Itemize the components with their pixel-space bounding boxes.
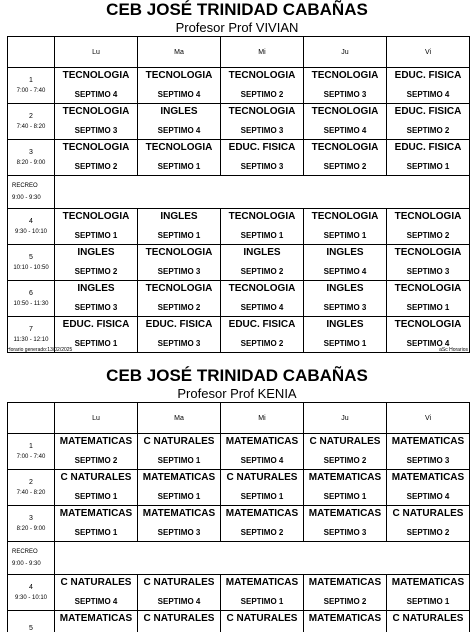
lesson-cell: [55, 575, 138, 611]
lesson-cell: [304, 209, 387, 245]
period-row: [8, 104, 470, 140]
lesson-cell: [221, 68, 304, 104]
lesson-cell: [221, 317, 304, 353]
recess-row: [8, 176, 470, 209]
subject-name: MATEMATICAS: [308, 472, 382, 483]
lesson-cell: [387, 104, 470, 140]
group-name: SEPTIMO 2: [406, 231, 450, 240]
corner-cell: [8, 37, 55, 68]
group-name: SEPTIMO 3: [323, 90, 367, 99]
subject-name: MATEMATICAS: [59, 508, 133, 519]
period-time: 9:30 - 10:10: [14, 594, 48, 601]
lesson-cell: [304, 104, 387, 140]
group-name: SEPTIMO 3: [406, 456, 450, 465]
group-name: SEPTIMO 3: [240, 126, 284, 135]
period-row: [8, 611, 470, 632]
period-number: 4: [29, 583, 33, 591]
subject-name: MATEMATICAS: [391, 472, 465, 483]
subject-name: C NATURALES: [392, 613, 464, 624]
group-name: SEPTIMO 4: [323, 267, 367, 276]
period-cell: [8, 281, 55, 317]
group-name: SEPTIMO 3: [157, 339, 201, 348]
lesson-cell: [138, 209, 221, 245]
subject-name: TECNOLOGIA: [62, 142, 130, 153]
period-row: [8, 434, 470, 470]
subject-name: TECNOLOGIA: [145, 247, 213, 258]
subject-name: TECNOLOGIA: [62, 106, 130, 117]
lesson-cell: [221, 140, 304, 176]
period-number: 6: [29, 289, 33, 297]
subject-name: EDUC. FISICA: [145, 319, 213, 330]
subject-name: TECNOLOGIA: [311, 106, 379, 117]
lesson-cell: [304, 140, 387, 176]
group-name: SEPTIMO 4: [157, 90, 201, 99]
subject-name: MATEMATICAS: [308, 613, 382, 624]
subject-name: MATEMATICAS: [142, 508, 216, 519]
period-number: 5: [29, 253, 33, 261]
lesson-cell: [304, 506, 387, 542]
group-name: SEPTIMO 4: [240, 303, 284, 312]
day-header: Ma: [138, 403, 221, 434]
lesson-cell: [138, 434, 221, 470]
lesson-cell: [387, 575, 470, 611]
generated-date: Horario generado:13/02/2025: [7, 347, 73, 353]
subject-name: TECNOLOGIA: [311, 70, 379, 81]
group-name: SEPTIMO 3: [323, 528, 367, 537]
subject-name: MATEMATICAS: [308, 577, 382, 588]
group-name: SEPTIMO 2: [323, 162, 367, 171]
subject-name: EDUC. FISICA: [394, 70, 462, 81]
recess-time: 9:00 - 9:30: [12, 561, 41, 567]
subject-name: INGLES: [326, 283, 364, 294]
lesson-cell: [304, 470, 387, 506]
lesson-cell: [55, 245, 138, 281]
group-name: SEPTIMO 3: [157, 267, 201, 276]
lesson-cell: [387, 611, 470, 632]
subject-name: TECNOLOGIA: [145, 70, 213, 81]
software-credit: aSc Horarios: [439, 347, 468, 353]
group-name: SEPTIMO 2: [240, 339, 284, 348]
recess-time: 9:00 - 9:30: [12, 195, 41, 201]
subject-name: TECNOLOGIA: [145, 142, 213, 153]
day-header: Vi: [387, 403, 470, 434]
subject-name: TECNOLOGIA: [311, 142, 379, 153]
group-name: SEPTIMO 1: [406, 303, 450, 312]
subject-name: MATEMATICAS: [142, 472, 216, 483]
day-header: Mi: [221, 403, 304, 434]
lesson-cell: [138, 470, 221, 506]
lesson-cell: [387, 470, 470, 506]
period-cell: [8, 470, 55, 506]
day-header: Ju: [304, 37, 387, 68]
group-name: SEPTIMO 3: [74, 126, 118, 135]
school-title: CEB JOSÉ TRINIDAD CABAÑAS: [106, 366, 368, 385]
period-time: 9:30 - 10:10: [14, 228, 48, 235]
recess-label: RECREO: [12, 183, 38, 189]
group-name: SEPTIMO 2: [240, 90, 284, 99]
period-cell: [8, 245, 55, 281]
lesson-cell: [221, 506, 304, 542]
group-name: SEPTIMO 1: [157, 456, 201, 465]
group-name: SEPTIMO 2: [74, 162, 118, 171]
subject-name: TECNOLOGIA: [145, 283, 213, 294]
subject-name: MATEMATICAS: [225, 436, 299, 447]
subject-name: EDUC. FISICA: [228, 319, 296, 330]
period-cell: [8, 140, 55, 176]
group-name: SEPTIMO 2: [406, 528, 450, 537]
period-number: 2: [29, 112, 33, 120]
period-cell: [8, 506, 55, 542]
period-cell: [8, 575, 55, 611]
period-time: 7:00 - 7:40: [16, 453, 46, 460]
group-name: SEPTIMO 4: [157, 597, 201, 606]
timetable: [7, 402, 470, 632]
subject-name: MATEMATICAS: [59, 613, 133, 624]
group-name: SEPTIMO 1: [323, 492, 367, 501]
group-name: SEPTIMO 2: [74, 456, 118, 465]
lesson-cell: [221, 434, 304, 470]
day-header: Mi: [221, 37, 304, 68]
timetable: [7, 36, 470, 353]
subject-name: MATEMATICAS: [391, 436, 465, 447]
teacher-name: Profesor Prof KENIA: [177, 386, 297, 401]
lesson-cell: [221, 575, 304, 611]
subject-name: EDUC. FISICA: [228, 142, 296, 153]
group-name: SEPTIMO 1: [157, 492, 201, 501]
period-cell: [8, 209, 55, 245]
group-name: SEPTIMO 1: [406, 597, 450, 606]
group-name: SEPTIMO 2: [323, 597, 367, 606]
subject-name: INGLES: [326, 319, 364, 330]
lesson-cell: [138, 506, 221, 542]
group-name: SEPTIMO 1: [240, 231, 284, 240]
group-name: SEPTIMO 4: [323, 126, 367, 135]
subject-name: TECNOLOGIA: [228, 70, 296, 81]
period-row: [8, 317, 470, 353]
subject-name: EDUC. FISICA: [394, 106, 462, 117]
lesson-cell: [387, 434, 470, 470]
period-cell: [8, 68, 55, 104]
group-name: SEPTIMO 2: [240, 528, 284, 537]
subject-name: C NATURALES: [143, 436, 215, 447]
group-name: SEPTIMO 3: [406, 267, 450, 276]
period-time: 10:50 - 11:30: [13, 300, 49, 307]
lesson-cell: [304, 68, 387, 104]
lesson-cell: [221, 611, 304, 632]
group-name: SEPTIMO 1: [240, 492, 284, 501]
subject-name: EDUC. FISICA: [394, 142, 462, 153]
lesson-cell: [138, 281, 221, 317]
lesson-cell: [304, 575, 387, 611]
lesson-cell: [55, 281, 138, 317]
subject-name: MATEMATICAS: [225, 577, 299, 588]
period-number: 2: [29, 478, 33, 486]
lesson-cell: [387, 140, 470, 176]
subject-name: C NATURALES: [143, 613, 215, 624]
group-name: SEPTIMO 1: [406, 162, 450, 171]
period-number: 3: [29, 148, 33, 156]
day-header-row: [8, 37, 470, 68]
corner-cell: [8, 403, 55, 434]
period-time: 7:00 - 7:40: [16, 87, 46, 94]
group-name: SEPTIMO 4: [240, 456, 284, 465]
subject-name: C NATURALES: [143, 577, 215, 588]
lesson-cell: [138, 575, 221, 611]
lesson-cell: [138, 68, 221, 104]
period-time: 7:40 - 8:20: [16, 123, 46, 130]
recess-label: RECREO: [12, 549, 38, 555]
period-row: [8, 281, 470, 317]
recess-row: [8, 542, 470, 575]
group-name: SEPTIMO 4: [406, 339, 450, 348]
lesson-cell: [221, 104, 304, 140]
period-time: 11:30 - 12:10: [13, 336, 49, 343]
lesson-cell: [387, 506, 470, 542]
group-name: SEPTIMO 1: [74, 231, 118, 240]
subject-name: INGLES: [77, 283, 115, 294]
period-number: 5: [29, 624, 33, 632]
subject-name: TECNOLOGIA: [394, 211, 462, 222]
period-row: [8, 470, 470, 506]
subject-name: MATEMATICAS: [391, 577, 465, 588]
subject-name: C NATURALES: [392, 508, 464, 519]
subject-name: TECNOLOGIA: [394, 247, 462, 258]
lesson-cell: [55, 434, 138, 470]
subject-name: EDUC. FISICA: [62, 319, 130, 330]
subject-name: C NATURALES: [226, 613, 298, 624]
subject-name: C NATURALES: [226, 472, 298, 483]
recess-empty: [55, 542, 470, 575]
lesson-cell: [221, 209, 304, 245]
recess-empty: [55, 176, 470, 209]
subject-name: TECNOLOGIA: [62, 70, 130, 81]
group-name: SEPTIMO 2: [240, 267, 284, 276]
recess-label-cell: [8, 542, 55, 575]
lesson-cell: [138, 245, 221, 281]
subject-name: C NATURALES: [60, 472, 132, 483]
period-row: [8, 68, 470, 104]
school-title: CEB JOSÉ TRINIDAD CABAÑAS: [106, 0, 368, 19]
lesson-cell: [138, 317, 221, 353]
period-number: 1: [29, 76, 33, 84]
lesson-cell: [221, 470, 304, 506]
subject-name: TECNOLOGIA: [228, 283, 296, 294]
group-name: SEPTIMO 1: [157, 162, 201, 171]
period-cell: [8, 104, 55, 140]
lesson-cell: [387, 209, 470, 245]
subject-name: INGLES: [160, 211, 198, 222]
teacher-name: Profesor Prof VIVIAN: [175, 20, 299, 35]
group-name: SEPTIMO 3: [240, 162, 284, 171]
group-name: SEPTIMO 1: [323, 231, 367, 240]
period-row: [8, 245, 470, 281]
lesson-cell: [304, 281, 387, 317]
subject-name: MATEMATICAS: [59, 436, 133, 447]
group-name: SEPTIMO 1: [323, 339, 367, 348]
group-name: SEPTIMO 3: [323, 303, 367, 312]
subject-name: MATEMATICAS: [225, 508, 299, 519]
lesson-cell: [387, 281, 470, 317]
group-name: SEPTIMO 3: [157, 528, 201, 537]
group-name: SEPTIMO 1: [74, 492, 118, 501]
group-name: SEPTIMO 4: [74, 597, 118, 606]
subject-name: TECNOLOGIA: [394, 319, 462, 330]
period-time: 8:20 - 9:00: [16, 525, 46, 532]
period-row: [8, 575, 470, 611]
period-time: 7:40 - 8:20: [16, 489, 46, 496]
group-name: SEPTIMO 2: [323, 456, 367, 465]
day-header: Ju: [304, 403, 387, 434]
subject-name: C NATURALES: [309, 436, 381, 447]
lesson-cell: [55, 68, 138, 104]
period-number: 3: [29, 514, 33, 522]
subject-name: MATEMATICAS: [308, 508, 382, 519]
subject-name: TECNOLOGIA: [394, 283, 462, 294]
lesson-cell: [55, 506, 138, 542]
group-name: SEPTIMO 1: [74, 339, 118, 348]
group-name: SEPTIMO 2: [157, 303, 201, 312]
day-header: Lu: [55, 403, 138, 434]
group-name: SEPTIMO 2: [74, 267, 118, 276]
group-name: SEPTIMO 4: [157, 126, 201, 135]
lesson-cell: [55, 209, 138, 245]
lesson-cell: [138, 140, 221, 176]
lesson-cell: [221, 281, 304, 317]
lesson-cell: [304, 317, 387, 353]
subject-name: TECNOLOGIA: [311, 211, 379, 222]
subject-name: TECNOLOGIA: [62, 211, 130, 222]
lesson-cell: [55, 470, 138, 506]
subject-name: TECNOLOGIA: [228, 106, 296, 117]
lesson-cell: [55, 611, 138, 632]
group-name: SEPTIMO 4: [406, 90, 450, 99]
lesson-cell: [304, 245, 387, 281]
period-number: 1: [29, 442, 33, 450]
group-name: SEPTIMO 4: [74, 90, 118, 99]
lesson-cell: [387, 245, 470, 281]
day-header: Vi: [387, 37, 470, 68]
lesson-cell: [304, 611, 387, 632]
group-name: SEPTIMO 1: [240, 597, 284, 606]
lesson-cell: [138, 611, 221, 632]
group-name: SEPTIMO 2: [406, 126, 450, 135]
subject-name: C NATURALES: [60, 577, 132, 588]
period-row: [8, 506, 470, 542]
subject-name: INGLES: [326, 247, 364, 258]
group-name: SEPTIMO 1: [74, 528, 118, 537]
period-time: 8:20 - 9:00: [16, 159, 46, 166]
period-number: 4: [29, 217, 33, 225]
lesson-cell: [138, 104, 221, 140]
period-row: [8, 209, 470, 245]
period-cell: [8, 611, 55, 632]
lesson-cell: [304, 434, 387, 470]
day-header: Lu: [55, 37, 138, 68]
period-time: 10:10 - 10:50: [13, 264, 49, 271]
group-name: SEPTIMO 4: [406, 492, 450, 501]
period-row: [8, 140, 470, 176]
subject-name: INGLES: [243, 247, 281, 258]
day-header-row: [8, 403, 470, 434]
subject-name: TECNOLOGIA: [228, 211, 296, 222]
group-name: SEPTIMO 3: [74, 303, 118, 312]
period-number: 7: [29, 325, 33, 333]
lesson-cell: [221, 245, 304, 281]
subject-name: INGLES: [77, 247, 115, 258]
group-name: SEPTIMO 1: [157, 231, 201, 240]
day-header: Ma: [138, 37, 221, 68]
period-cell: [8, 434, 55, 470]
lesson-cell: [55, 140, 138, 176]
subject-name: INGLES: [160, 106, 198, 117]
lesson-cell: [387, 68, 470, 104]
lesson-cell: [55, 104, 138, 140]
recess-label-cell: [8, 176, 55, 209]
